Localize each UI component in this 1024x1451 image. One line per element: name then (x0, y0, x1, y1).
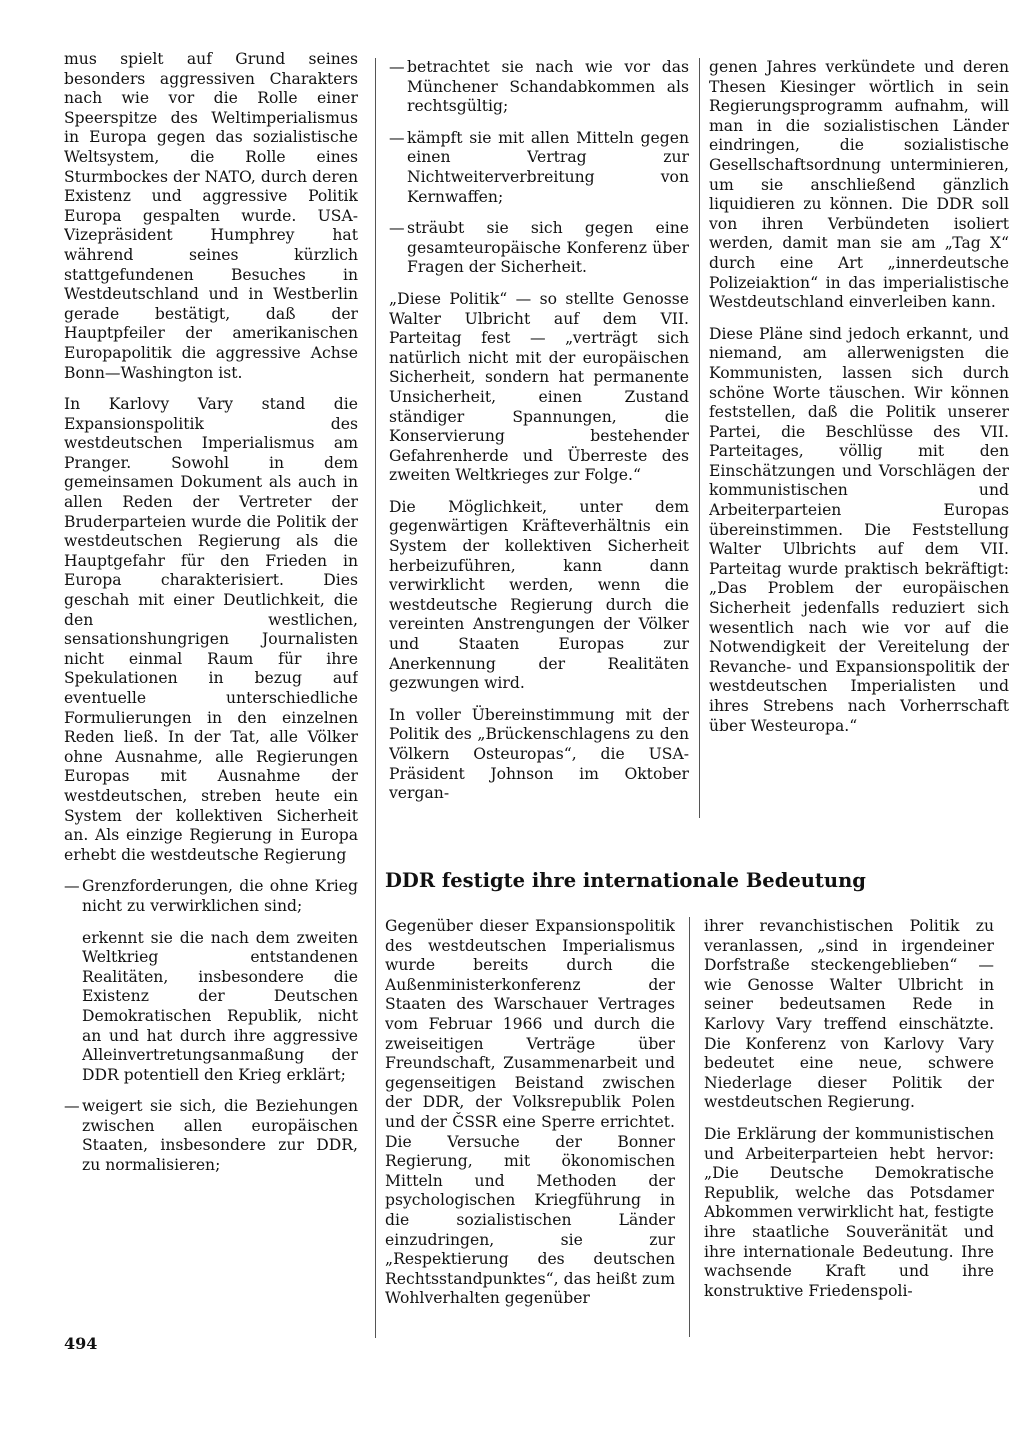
column-rule-3 (689, 917, 690, 1337)
dash-bullet-icon: — (389, 219, 405, 238)
list-item-text: betrachtet sie nach wie vor das Münchener Schandabkommen als rechtsgültig; (407, 58, 689, 116)
column-4 (385, 917, 675, 1337)
list-item-text: kämpft sie mit allen Mitteln gegen einen Vertrag zur Nichtweiterverbreitung von Kernwaffen; (407, 128, 689, 206)
page-number: 494 (64, 1334, 98, 1353)
dash-bullet-icon: — (389, 128, 405, 147)
column-1 (64, 50, 358, 1330)
column-rule-1 (375, 58, 376, 1338)
dash-bullet-icon: — (389, 58, 405, 76)
list-item (389, 129, 689, 207)
paragraph: Die Erklärung der kommunistischen und Arbeiterparteien hebt hervor: „Die Deutsche Demokratische Republik, welche das Potsdamer Abkommen verwirklicht hat, festigte ihre staatliche Souveränität und ihre internationale Bedeutung. Ihre wachsende Kraft und ihre konstruktive Friedenspoli- (704, 1124, 994, 1300)
list-item-text: Grenzforderungen, die ohne Krieg nicht zu verwirklichen sind; (82, 877, 358, 915)
list-item (389, 58, 689, 117)
paragraph: In voller Übereinstimmung mit der Politik des „Brückenschlagens zu den Völkern Osteuropas“, die USA-Präsident Johnson im Oktober vergan- (389, 705, 689, 803)
paragraph: „Diese Politik“ — so stellte Genosse Walter Ulbricht auf dem VII. Parteitag fest — „verträgt sich natürlich nicht mit der europäischen Sicherheit, sondern hat permanente Unsicherheit, einen Zustand ständiger Spannungen, die Konservierung bestehender Gefahrenherde und Überreste des zweiten Weltkrieges zur Folge.“ (389, 289, 689, 485)
dash-bullet-icon: — (64, 877, 80, 896)
paragraph: Diese Pläne sind jedoch erkannt, und niemand, am allerwenigsten die Kommunisten, lassen sich durch schöne Worte täuschen. Wir können feststellen, daß die Politik unserer Partei, die Beschlüsse des VII. Parteitages, völlig mit den Einschätzungen und Vorschlägen der kommunistischen und Arbeiterparteien Europas übereinstimmen. Die Feststellung Walter Ulbrichts auf dem VII. Parteitag wurde praktisch bekräftigt: „Das Problem der europäischen Sicherheit jedenfalls reduziert sich wesentlich nach wie vor auf die Notwendigkeit der Vereitelung der Revanche- und Expansionspolitik der westdeutschen Imperialisten und ihres Strebens nach Vorherrschaft über Westeuropa.“ (709, 324, 1009, 735)
paragraph: In Karlovy Vary stand die Expansionspolitik des westdeutschen Imperialismus am Pranger. Sowohl in dem gemeinsamen Dokument als auch in allen Reden der Vertreter der Bruderparteien wurde die Politik der westdeutschen Regierung als die Hauptgefahr für den Frieden in Europa charakterisiert. Dies geschah mit einer Deutlichkeit, die den westlichen, sensationshungrigen Journalisten nicht einmal Raum für ihre Spekulationen in bezug auf eventuelle unterschiedliche Formulierungen in den einzelnen Reden ließ. In der Tat, alle Völker ohne Ausnahme, alle Regierungen Europas mit Ausnahme der westdeutschen, streben heute ein System der kollektiven Sicherheit an. Als einzige Regierung in Europa erhebt die westdeutsche Regierung (64, 395, 358, 864)
list-item (64, 1097, 358, 1175)
paragraph: mus spielt auf Grund seines besonders aggressiven Charakters nach wie vor die Rolle einer Speerspitze des Weltimperialismus in Europa gegen das sozialistische Weltsystem, die Rolle eines Sturmbockes der NATO, durch deren Existenz und aggressive Politik Europa gespalten wurde. USA-Vizepräsident Humphrey hat während seines kürzlich stattgefundenen Besuches in Westdeutschland und in Westberlin gerade bestätigt, daß der Hauptpfeiler der amerikanischen Europapolitik die aggressive Achse Bonn—Washington ist. (64, 50, 358, 382)
paragraph: erkennt sie die nach dem zweiten Weltkrieg entstandenen Realitäten, insbesondere die Existenz der Deutschen Demokratischen Republik, nicht an und hat durch ihre aggressive Alleinvertretungsanmaßung der DDR potentiell den Krieg erklärt; (82, 928, 358, 1084)
paragraph: ihrer revanchistischen Politik zu veranlassen, „sind in irgendeiner Dorfstraße steckengeblieben“ — wie Genosse Walter Ulbricht in seiner bedeutsamen Rede in Karlovy Vary treffend einschätzte. Die Konferenz von Karlovy Vary bedeutet eine neue, schwere Niederlage dieser Politik der westdeutschen Regierung. (704, 917, 994, 1112)
column-rule-2 (699, 58, 700, 818)
list-item (389, 219, 689, 278)
column-2 (389, 58, 689, 818)
paragraph: Gegenüber dieser Expansionspolitik des westdeutschen Imperialismus wurde bereits durch die Außenministerkonferenz der Staaten des Warschauer Vertrages vom Februar 1966 und durch die zweiseitigen Verträge über Freundschaft, Zusammenarbeit und gegenseitigen Beistand zwischen der DDR, der Volksrepublik Polen und der ČSSR eine Sperre errichtet. Die Versuche der Bonner Regierung, mit ökonomischen Mitteln und Methoden der psychologischen Kriegführung in die sozialistischen Länder einzudringen, sie zur „Respektierung des deutschen Rechtsstandpunktes“, das heißt zum Wohlverhalten gegenüber (385, 917, 675, 1308)
list-item-text: weigert sie sich, die Beziehungen zwischen allen europäischen Staaten, insbesondere zur DDR, zu normalisieren; (82, 1097, 358, 1175)
paragraph: genen Jahres verkündete und deren Thesen Kiesinger wörtlich in sein Regierungsprogramm aufnahm, will man in die sozialistischen Länder eindringen, die sozialistische Gesellschaftsordnung unterminieren, um sie anschließend gänzlich liquidieren zu können. Die DDR soll von ihren Verbündeten isoliert werden, damit man sie am „Tag X“ durch eine Art „innerdeutsche Polizeiaktion“ in das imperialistische Westdeutschland einverleiben kann. (709, 58, 1009, 312)
column-5 (704, 917, 994, 1337)
column-3 (709, 58, 1009, 838)
dash-bullet-icon: — (64, 1097, 80, 1116)
list-item (64, 877, 358, 916)
list-item-text: sträubt sie sich gegen eine gesamteuropäische Konferenz über Fragen der Sicherheit. (407, 219, 689, 277)
section-heading: DDR festigte ihre internationale Bedeutung (385, 869, 866, 892)
paragraph: Die Möglichkeit, unter dem gegenwärtigen Kräfteverhältnis ein System der kollektiven Sicherheit herbeizuführen, kann dann verwirklicht werden, wenn die westdeutsche Regierung durch die vereinten Anstrengungen der Völker und Staaten Europas zur Anerkennung der Realitäten gezwungen wird. (389, 497, 689, 693)
